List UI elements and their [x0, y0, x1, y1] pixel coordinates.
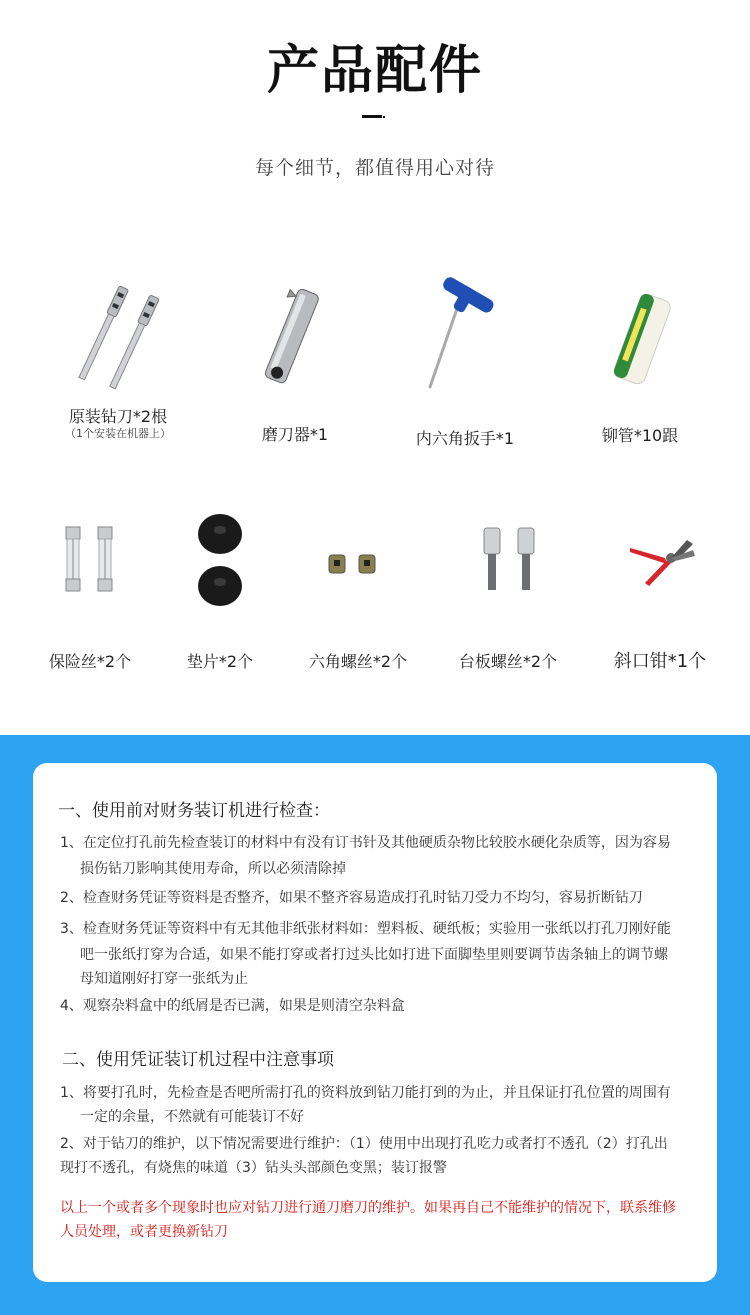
- drill-bit-image: [72, 275, 172, 395]
- section2-item1-line1: 1、将要打孔时，先检查是否吧所需打孔的资料放到钻刀能打到的为止，并且保证打孔位置的周围有: [60, 1085, 671, 1101]
- section1-heading: 一、使用前对财务装订机进行检查：: [58, 801, 330, 821]
- accessory-label-hex-screw: 六角螺丝*2个: [308, 652, 408, 671]
- accessory-label-rivet-tube: 铆管*10跟: [601, 426, 679, 445]
- fuse-image: [58, 525, 128, 595]
- section1-item4-line1: 4、观察杂料盒中的纸屑是否已满，如果是则清空杂料盒: [60, 998, 405, 1014]
- hex-wrench-image: [420, 275, 510, 395]
- sharpener-image: [250, 283, 330, 393]
- page-title: 产品配件: [266, 41, 483, 101]
- accessory-label-sharpener: 磨刀器*1: [261, 425, 329, 444]
- accessory-label-cutting-pliers: 斜口钳*1个: [613, 651, 707, 672]
- accessory-label-washer: 垫片*2个: [186, 652, 254, 671]
- section1-item3-line3: 母知道刚好打穿一张纸为止: [80, 971, 248, 987]
- cutting-pliers-image: [625, 528, 700, 593]
- section2-item2-line2: 现打不透孔，有烧焦的味道（3）钻头头部颜色变黑；装订报警: [60, 1160, 447, 1176]
- section1-item1-line1: 1、在定位打孔前先检查装订的材料中有没有订书针及其他硬质杂物比较胶水硬化杂质等，因为容易: [60, 835, 671, 851]
- title-divider-dot: [383, 116, 385, 118]
- section1-item3-line1: 3、检查财务凭证等资料中有无其他非纸张材料如：塑料板、硬纸板；实验用一张纸以打孔刀刚好能: [60, 921, 671, 937]
- hex-screw-image: [325, 552, 385, 576]
- title-divider: [362, 115, 382, 118]
- section1-item1-line2: 损伤钻刀影响其使用寿命，所以必须清除掉: [80, 861, 346, 877]
- warning-line1: 以上一个或者多个现象时也应对钻刀进行通刀磨刀的维护。如果再自己不能维护的情况下，联系维修: [60, 1200, 676, 1216]
- section2-item2-line1: 2、对于钻刀的维护，以下情况需要进行维护：（1）使用中出现打孔吃力或者打不透孔（2）打孔出: [60, 1136, 668, 1152]
- page-subtitle: 每个细节，都值得用心对待: [254, 157, 495, 179]
- accessory-label-drill-bit: 原装钻刀*2根: [68, 407, 168, 426]
- platen-screw-image: [478, 525, 543, 595]
- section1-item2-line1: 2、检查财务凭证等资料是否整齐，如果不整齐容易造成打孔时钻刀受力不均匀，容易折断钻刀: [60, 890, 643, 906]
- section2-heading: 二、使用凭证装订机过程中注意事项: [62, 1050, 334, 1070]
- accessory-label-hex-wrench: 内六角扳手*1: [415, 429, 515, 448]
- accessory-label-fuse: 保险丝*2个: [48, 652, 132, 671]
- rivet-tube-image: [600, 290, 685, 390]
- washer-image: [190, 512, 250, 607]
- accessory-label-platen-screw: 台板螺丝*2个: [458, 652, 558, 671]
- warning-line2: 人员处理，或者更换新钻刀: [60, 1224, 228, 1240]
- accessory-note-drill-bit: （1个安装在机器上）: [65, 427, 171, 440]
- section1-item3-line2: 吧一张纸打穿为合适，如果不能打穿或者打过头比如打进下面脚垫里则要调节齿条轴上的调节螺: [80, 947, 668, 963]
- section2-item1-line2: 一定的余量，不然就有可能装订不好: [80, 1109, 304, 1125]
